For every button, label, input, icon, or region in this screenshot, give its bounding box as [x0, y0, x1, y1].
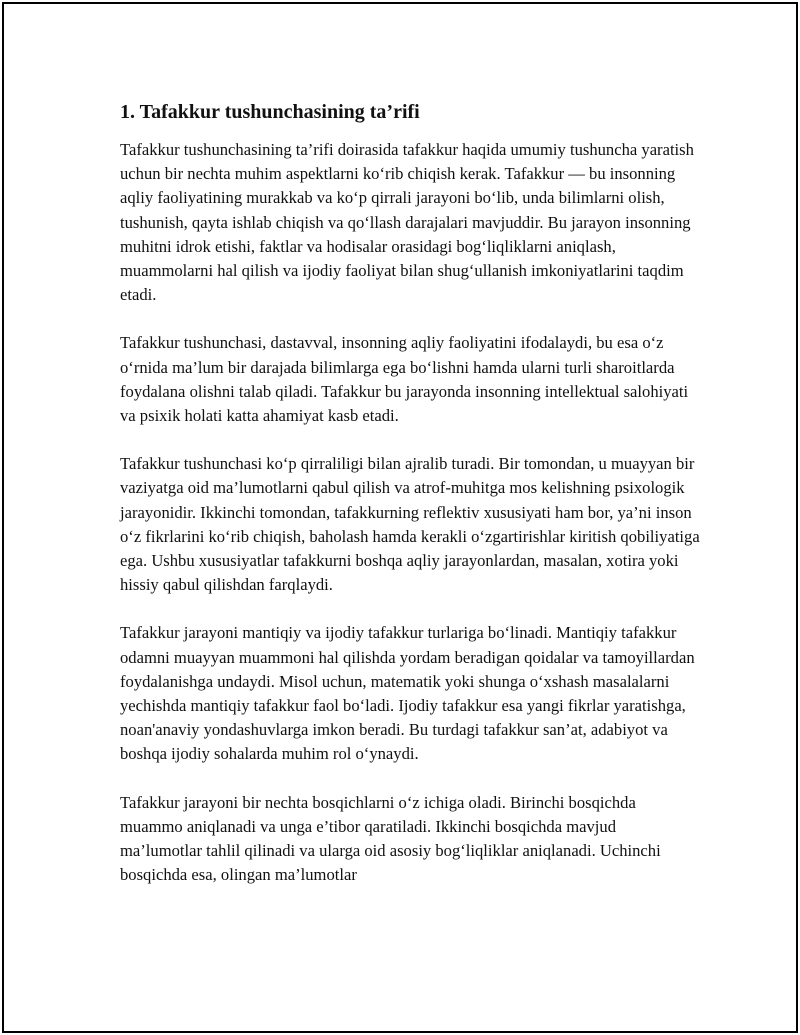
paragraph-5: Tafakkur jarayoni bir nechta bosqichlarni o‘z ichiga oladi. Birinchi bosqichda muammo aniqlanadi va unga e’tibor qaratiladi. Ikkinchi bosqichda mavjud ma’lumotlar tahlil qilinadi va ularga oid asosiy bog‘liqliklar aniqlanadi. Uchinchi bosqichda esa, olingan ma’lumotlar [120, 792, 661, 885]
section-heading: 1. Tafakkur tushunchasining ta’rifi [120, 101, 420, 123]
page-frame [2, 2, 798, 1033]
paragraph-4: Tafakkur jarayoni mantiqiy va ijodiy tafakkur turlariga bo‘linadi. Mantiqiy tafakkur odamni muayyan muammoni hal qilishda yordam beradigan qoidalar va tamoyillardan foydalanishga undaydi. Misol uchun, matematik yoki shunga o‘xshash masalalarni yechishda mantiqiy tafakkur faol bo‘ladi. Ijodiy tafakkur esa yangi fikrlar yaratishga, noan'anaviy yondashuvlarga imkon beradi. Bu turdagi tafakkur san’at, adabiyot va boshqa ijodiy sohalarda muhim rol o‘ynaydi. [120, 623, 695, 764]
paragraph-1: Tafakkur tushunchasining ta’rifi doirasida tafakkur haqida umumiy tushuncha yaratish uchun bir nechta muhim aspektlarni ko‘rib chiqish kerak. Tafakkur — bu insonning aqliy faoliyatining murakkab va ko‘p qirrali jarayoni bo‘lib, unda bilimlarni olish, tushunish, qayta ishlab chiqish va qo‘llash darajalari mavjuddir. Bu jarayon insonning muhitni idrok etishi, faktlar va hodisalar orasidagi bog‘liqliklarni aniqlash, muammolarni hal qilish va ijodiy faoliyat bilan shug‘ullanish imkoniyatlarini taqdim etadi. [120, 140, 694, 305]
paragraph-2: Tafakkur tushunchasi, dastavval, insonning aqliy faoliyatini ifodalaydi, bu esa o‘z o‘rnida ma’lum bir darajada bilimlarga ega bo‘lishni hamda ularni turli sharoitlarda foydalana olishni talab qiladi. Tafakkur bu jarayonda insonning intellektual salohiyati va psixik holati katta ahamiyat kasb etadi. [120, 333, 689, 426]
paragraph-3: Tafakkur tushunchasi ko‘p qirraliligi bilan ajralib turadi. Bir tomondan, u muayyan bir vaziyatga oid ma’lumotlarni qabul qilish va atrof-muhitga mos kelishning psixologik jarayonidir. Ikkinchi tomondan, tafakkurning reflektiv xususiyati ham bor, ya’ni inson o‘z fikrlarini ko‘rib chiqish, baholash hamda kerakli o‘zgartirishlar kiritish qobiliyatiga ega. Ushbu xususiyatlar tafakkurni boshqa aqliy jarayonlardan, masalan, xotira yoki hissiy qabul qilishdan farqlaydi. [120, 454, 700, 595]
document-body [120, 98, 700, 911]
